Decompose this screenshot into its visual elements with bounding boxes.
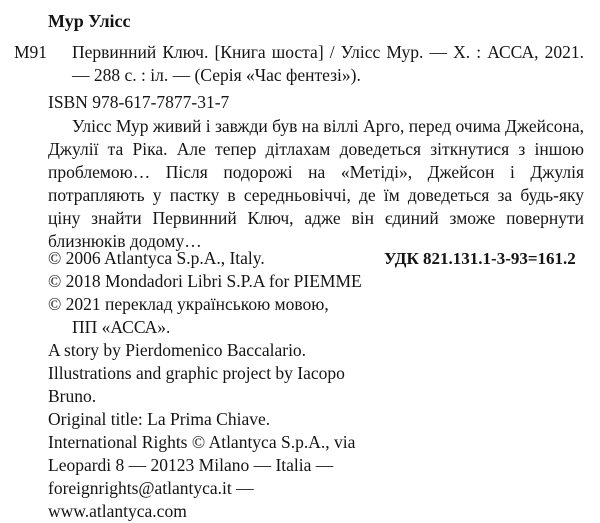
- udk-classification: УДК 821.131.1-3-93=161.2: [384, 249, 576, 268]
- credit-line: Bruno.: [48, 386, 97, 406]
- credit-line: foreignrights@atlantyca.it —: [48, 478, 254, 498]
- copyright-credits: [48, 247, 378, 523]
- credit-line: Original title: La Prima Chiave.: [48, 409, 271, 429]
- author-heading: Мур Улісс: [48, 11, 131, 31]
- credit-line: ПП «АССА».: [72, 317, 171, 337]
- credit-line: www.atlantyca.com: [48, 501, 187, 521]
- author-sign-code: М91: [14, 42, 48, 62]
- annotation-paragraph: Улісс Мур живий і завжди був на віллі Арго, перед очима Джейсона, Джулії та Ріка. Але тепер дітлахам доведеться зіткнутися з іншою проблемою… Після подорожі на «Метіді», Джейсон і Джулія потрапляють у пастку в середньовіччі, де їм доведеться за будь-яку ціну знайти Первинний Ключ, адже він єдиний зможе повернути близнюків додому…: [48, 116, 584, 251]
- credit-line: A story by Pierdomenico Baccalario.: [48, 340, 307, 360]
- credit-line: Leopardi 8 — 20123 Milano — Italia —: [48, 455, 334, 475]
- credit-line: Illustrations and graphic project by Iacopo: [48, 363, 345, 383]
- credit-line: © 2006 Atlantyca S.p.A., Italy.: [48, 248, 265, 268]
- credit-line: International Rights © Atlantyca S.p.A., via: [48, 432, 356, 452]
- credit-line: © 2018 Mondadori Libri S.P.A for PIEMME: [48, 271, 362, 291]
- credit-line: © 2021 переклад українською мовою,: [48, 294, 329, 314]
- isbn-number: ISBN 978-617-7877-31-7: [48, 92, 230, 112]
- bibliographic-description: Первинний Ключ. [Книга шоста] / Улісс Мур. — Х. : АССА, 2021. — 288 с. : іл. — (Серія «Час фентезі»).: [72, 42, 584, 85]
